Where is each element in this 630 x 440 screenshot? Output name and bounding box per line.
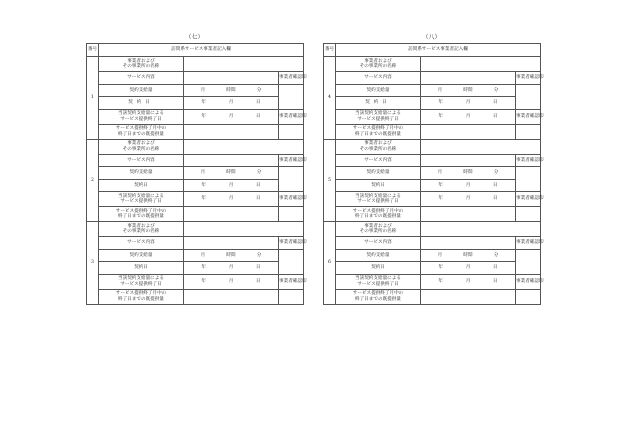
end-date-row bbox=[87, 109, 304, 124]
end-date-row bbox=[324, 109, 541, 124]
service-row bbox=[87, 154, 304, 167]
entry-number: 4 bbox=[324, 57, 336, 140]
provider-label: 事業者および その事業所の名称 bbox=[99, 57, 184, 72]
service-input[interactable] bbox=[184, 237, 279, 250]
confirm-label: 事業者確認印 bbox=[516, 237, 541, 250]
service-input[interactable] bbox=[421, 237, 516, 250]
contract-date-row bbox=[324, 262, 541, 275]
used-amount-row bbox=[324, 124, 541, 139]
end-date-label: 当該契約支給量による サービス提供終了日 bbox=[99, 274, 184, 289]
amount-input[interactable]: 月 時間 分 bbox=[421, 167, 516, 180]
used-amount-input[interactable] bbox=[184, 124, 279, 139]
amount-input[interactable]: 月 時間 分 bbox=[421, 84, 516, 97]
confirm-stamp-box[interactable] bbox=[279, 207, 304, 222]
contract-date-input[interactable]: 年 月 日 bbox=[421, 262, 516, 275]
used-amount-input[interactable] bbox=[421, 289, 516, 304]
panel-8 bbox=[323, 34, 544, 305]
contract-date-label: 契約日 bbox=[336, 179, 421, 192]
provider-row bbox=[324, 57, 541, 72]
service-label: サービス内容 bbox=[336, 154, 421, 167]
end-date-label: 当該契約支給量による サービス提供終了日 bbox=[336, 109, 421, 124]
service-label: サービス内容 bbox=[336, 72, 421, 85]
confirm-stamp-box[interactable] bbox=[516, 124, 541, 139]
provider-label: 事業者および その事業所の名称 bbox=[99, 139, 184, 154]
service-label: サービス内容 bbox=[99, 154, 184, 167]
amount-input[interactable]: 月 時間 分 bbox=[184, 249, 279, 262]
amount-row bbox=[324, 167, 541, 180]
confirm-label: 事業者確認印 bbox=[279, 192, 304, 207]
end-date-input[interactable]: 年 月 日 bbox=[184, 192, 279, 207]
amount-label: 契約支給量 bbox=[336, 84, 421, 97]
used-amount-row bbox=[324, 289, 541, 304]
confirm-label: 事業者確認印 bbox=[516, 109, 541, 124]
provider-label: 事業者および その事業所の名称 bbox=[99, 222, 184, 237]
end-date-label: 当該契約支給量による サービス提供終了日 bbox=[336, 274, 421, 289]
confirm-label: 事業者確認印 bbox=[279, 237, 304, 250]
used-amount-label: サービス提供終了月中の 終了日までの既提供量 bbox=[336, 289, 421, 304]
used-amount-input[interactable] bbox=[421, 124, 516, 139]
contract-date-row bbox=[87, 97, 304, 110]
contract-date-label: 契約日 bbox=[336, 262, 421, 275]
amount-label: 契約支給量 bbox=[336, 167, 421, 180]
amount-input[interactable]: 月 時間 分 bbox=[184, 167, 279, 180]
provider-input[interactable] bbox=[184, 222, 304, 237]
confirm-stamp-box[interactable] bbox=[516, 289, 541, 304]
confirm-label: 事業者確認印 bbox=[516, 274, 541, 289]
amount-input[interactable]: 月 時間 分 bbox=[421, 249, 516, 262]
used-amount-row bbox=[87, 207, 304, 222]
provider-row bbox=[324, 139, 541, 154]
end-date-label: 当該契約支給量による サービス提供終了日 bbox=[99, 192, 184, 207]
provider-entry-table bbox=[86, 43, 307, 305]
confirm-stamp-box[interactable] bbox=[516, 84, 541, 109]
provider-label: 事業者および その事業所の名称 bbox=[336, 139, 421, 154]
service-row bbox=[324, 154, 541, 167]
entry-number: 6 bbox=[324, 222, 336, 305]
used-amount-label: サービス提供終了月中の 終了日までの既提供量 bbox=[336, 207, 421, 222]
provider-label: 事業者および その事業所の名称 bbox=[336, 222, 421, 237]
service-input[interactable] bbox=[421, 154, 516, 167]
service-row bbox=[324, 72, 541, 85]
amount-row bbox=[324, 84, 541, 97]
contract-date-input[interactable]: 年 月 日 bbox=[421, 179, 516, 192]
section-header: 訪問系サービス事業者記入欄 bbox=[99, 44, 304, 57]
confirm-label: 事業者確認印 bbox=[516, 192, 541, 207]
provider-input[interactable] bbox=[184, 57, 304, 72]
confirm-stamp-box[interactable] bbox=[279, 167, 304, 192]
amount-label: 契約支給量 bbox=[99, 167, 184, 180]
confirm-label: 事業者確認印 bbox=[279, 72, 304, 85]
confirm-label: 事業者確認印 bbox=[516, 154, 541, 167]
confirm-stamp-box[interactable] bbox=[516, 167, 541, 192]
used-amount-input[interactable] bbox=[184, 207, 279, 222]
service-label: サービス内容 bbox=[99, 237, 184, 250]
amount-row bbox=[87, 249, 304, 262]
contract-date-label: 契約日 bbox=[99, 97, 184, 110]
end-date-input[interactable]: 年 月 日 bbox=[421, 109, 516, 124]
end-date-input[interactable]: 年 月 日 bbox=[184, 274, 279, 289]
service-row bbox=[87, 237, 304, 250]
amount-label: 契約支給量 bbox=[336, 249, 421, 262]
contract-date-label: 契約日 bbox=[336, 97, 421, 110]
provider-input[interactable] bbox=[421, 57, 541, 72]
entry-number: 3 bbox=[87, 222, 99, 305]
provider-label: 事業者および その事業所の名称 bbox=[336, 57, 421, 72]
provider-row bbox=[87, 57, 304, 72]
end-date-row bbox=[324, 274, 541, 289]
service-row bbox=[87, 72, 304, 85]
confirm-stamp-box[interactable] bbox=[279, 249, 304, 274]
contract-date-row bbox=[87, 262, 304, 275]
confirm-stamp-box[interactable] bbox=[279, 124, 304, 139]
contract-date-label: 契約日 bbox=[99, 262, 184, 275]
used-amount-label: サービス提供終了月中の 終了日までの既提供量 bbox=[99, 124, 184, 139]
service-row bbox=[324, 237, 541, 250]
end-date-input[interactable]: 年 月 日 bbox=[184, 109, 279, 124]
used-amount-label: サービス提供終了月中の 終了日までの既提供量 bbox=[336, 124, 421, 139]
service-input[interactable] bbox=[421, 72, 516, 85]
end-date-label: 当該契約支給量による サービス提供終了日 bbox=[99, 109, 184, 124]
amount-row bbox=[87, 84, 304, 97]
provider-input[interactable] bbox=[421, 222, 541, 237]
number-header: 番号 bbox=[324, 44, 336, 57]
end-date-row bbox=[87, 274, 304, 289]
used-amount-row bbox=[87, 289, 304, 304]
used-amount-input[interactable] bbox=[421, 207, 516, 222]
provider-row bbox=[87, 139, 304, 154]
number-header: 番号 bbox=[87, 44, 99, 57]
service-label: サービス内容 bbox=[336, 237, 421, 250]
table-header-row bbox=[87, 44, 304, 57]
contract-date-input[interactable]: 年 月 日 bbox=[184, 179, 279, 192]
amount-label: 契約支給量 bbox=[99, 84, 184, 97]
contract-date-label: 契約日 bbox=[99, 179, 184, 192]
service-input[interactable] bbox=[184, 72, 279, 85]
used-amount-label: サービス提供終了月中の 終了日までの既提供量 bbox=[99, 289, 184, 304]
entry-number: 2 bbox=[87, 139, 99, 222]
end-date-input[interactable]: 年 月 日 bbox=[421, 274, 516, 289]
amount-row bbox=[324, 249, 541, 262]
confirm-label: 事業者確認印 bbox=[516, 72, 541, 85]
contract-date-row bbox=[87, 179, 304, 192]
provider-input[interactable] bbox=[184, 139, 304, 154]
contract-date-input[interactable]: 年 月 日 bbox=[421, 97, 516, 110]
end-date-input[interactable]: 年 月 日 bbox=[421, 192, 516, 207]
used-amount-row bbox=[87, 124, 304, 139]
confirm-label: 事業者確認印 bbox=[279, 274, 304, 289]
service-input[interactable] bbox=[184, 154, 279, 167]
provider-entry-table bbox=[323, 43, 544, 305]
end-date-row bbox=[324, 192, 541, 207]
amount-label: 契約支給量 bbox=[99, 249, 184, 262]
confirm-stamp-box[interactable] bbox=[279, 84, 304, 109]
panel-title: （七） bbox=[185, 34, 204, 41]
used-amount-label: サービス提供終了月中の 終了日までの既提供量 bbox=[99, 207, 184, 222]
contract-date-input[interactable]: 年 月 日 bbox=[184, 97, 279, 110]
used-amount-row bbox=[324, 207, 541, 222]
contract-date-input[interactable]: 年 月 日 bbox=[184, 262, 279, 275]
provider-input[interactable] bbox=[421, 139, 541, 154]
confirm-label: 事業者確認印 bbox=[279, 154, 304, 167]
amount-row bbox=[87, 167, 304, 180]
confirm-label: 事業者確認印 bbox=[279, 109, 304, 124]
provider-row bbox=[324, 222, 541, 237]
table-header-row bbox=[324, 44, 541, 57]
provider-row bbox=[87, 222, 304, 237]
service-label: サービス内容 bbox=[99, 72, 184, 85]
confirm-stamp-box[interactable] bbox=[279, 289, 304, 304]
end-date-label: 当該契約支給量による サービス提供終了日 bbox=[336, 192, 421, 207]
confirm-stamp-box[interactable] bbox=[516, 249, 541, 274]
end-date-row bbox=[87, 192, 304, 207]
contract-date-row bbox=[324, 97, 541, 110]
panel-title: （八） bbox=[422, 34, 441, 41]
confirm-stamp-box[interactable] bbox=[516, 207, 541, 222]
section-header: 訪問系サービス事業者記入欄 bbox=[336, 44, 541, 57]
entry-number: 1 bbox=[87, 57, 99, 140]
amount-input[interactable]: 月 時間 分 bbox=[184, 84, 279, 97]
entry-number: 5 bbox=[324, 139, 336, 222]
used-amount-input[interactable] bbox=[184, 289, 279, 304]
panel-7 bbox=[86, 34, 307, 305]
contract-date-row bbox=[324, 179, 541, 192]
